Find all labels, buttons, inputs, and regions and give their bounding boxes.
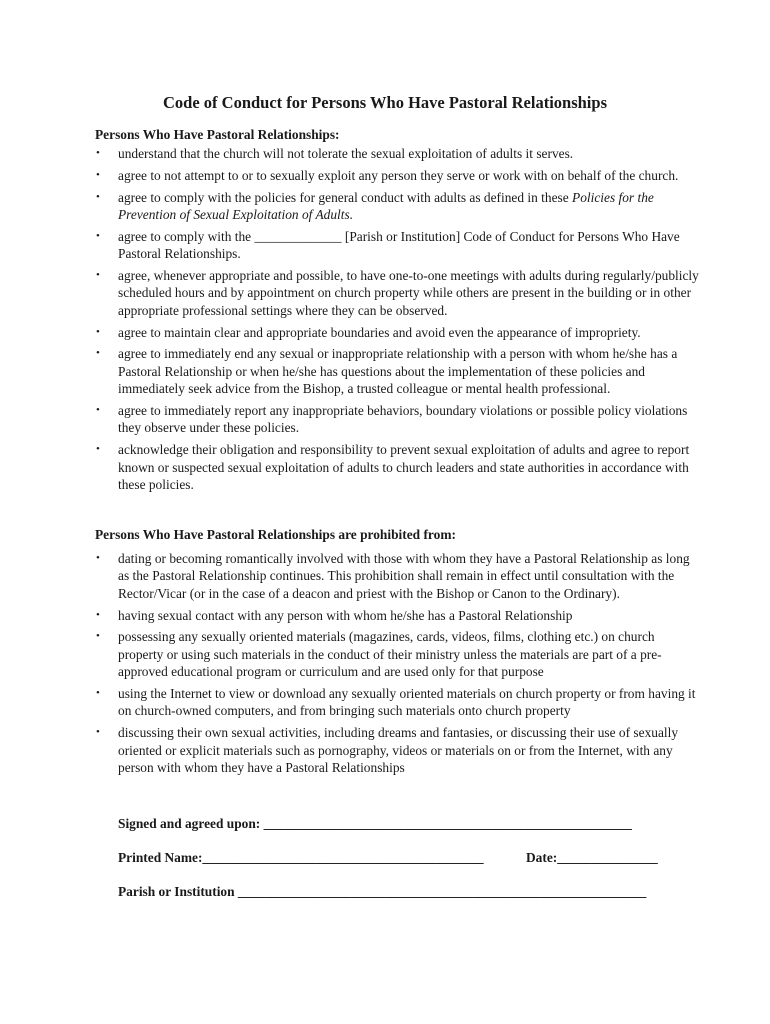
list-item (95, 628, 700, 680)
list-item-text: agree to immediately report any inappropriate behaviors, boundary violations or possible policy violations they observe under these policies. (118, 403, 688, 436)
bullet-icon: • (96, 404, 100, 417)
list-item-text: agree, whenever appropriate and possible, to have one-to-one meetings with adults during regularly/publicly scheduled hours and by appointment on church property while others are present in the building or in other appropriate professional settings where they can be observed. (118, 268, 699, 318)
bullet-icon: • (96, 269, 100, 281)
list-item-text: acknowledge their obligation and responsibility to prevent sexual exploitation of adults and agree to report known or suspected sexual exploitation of adults to church leaders and state authorities in accordance with these policies. (118, 442, 690, 493)
list-item-text: agree to immediately end any sexual or inappropriate relationship with a person with whom he/she has a Pastoral Relationship or when he/she has questions about the implementation of these policies and immediately seek advice from the Bishop, a trusted colleague or mental health professional. (118, 346, 678, 397)
list-item-text: using the Internet to view or download any sexually oriented materials on church property or from having it on church-owned computers, and from bringing such materials onto church property (118, 686, 696, 719)
list-item (95, 724, 700, 776)
list-item-text: agree to not attempt to or to sexually exploit any person they serve or work with on behalf of the church. (118, 167, 679, 183)
section-heading-obligations: Persons Who Have Pastoral Relationships: (95, 127, 340, 142)
bullet-icon: • (96, 229, 100, 242)
list-item-text: dating or becoming romantically involved with those with whom they have a Pastoral Relationship as long as the Pastoral Relationship continues. This prohibition shall remain in effect until consultation with the Rector/Vicar (or in the case of a deacon and priest with the Bishop or Canon to the Ordinary). (118, 551, 690, 601)
bullet-icon: • (96, 443, 100, 456)
prohibitions-list (95, 550, 700, 781)
list-item-text: agree to maintain clear and appropriate boundaries and avoid even the appearance of impropriety. (118, 324, 641, 340)
section-heading-prohibited: Persons Who Have Pastoral Relationships are prohibited from: (95, 527, 456, 542)
printed-name-line[interactable]: Printed Name:__________________________________________ (118, 850, 484, 865)
bullet-icon: • (96, 190, 100, 203)
list-item-text: understand that the church will not tolerate the sexual exploitation of adults it serves. (118, 146, 574, 161)
document-title: Code of Conduct for Persons Who Have Pastoral Relationships (163, 93, 607, 112)
list-item (95, 345, 700, 397)
bullet-icon: • (96, 168, 100, 181)
bullet-icon: • (96, 608, 100, 621)
list-item (95, 167, 700, 184)
bullet-icon: • (96, 687, 100, 700)
list-item (95, 441, 700, 493)
list-item-text: discussing their own sexual activities, including dreams and fantasies, or discussing their use of sexually oriented or explicit materials such as pornography, videos or materials on or from the Internet, with any person with whom they have a Pastoral Relationships (118, 725, 679, 776)
bullet-icon: • (96, 347, 100, 360)
list-item (95, 228, 700, 263)
list-item (95, 145, 700, 162)
bullet-icon: • (96, 630, 100, 643)
list-item (95, 685, 700, 720)
list-item (95, 607, 700, 624)
bullet-icon: • (96, 726, 100, 739)
obligations-list (95, 145, 700, 498)
list-item (95, 189, 700, 224)
list-item (95, 324, 700, 341)
parish-institution-line[interactable]: Parish or Institution _____________________________________________________________ (118, 884, 647, 899)
list-item-text: possessing any sexually oriented materials (magazines, cards, videos, films, clothing etc.) on church property or using such materials in the conduct of their ministry unless the materials are part of a pre-approved educational program or curriculum and are used only for that purpose (118, 629, 662, 680)
policy-title-italic: Policies for the Prevention of Sexual Exploitation of Adults. (118, 189, 654, 222)
bullet-icon: • (96, 552, 100, 564)
bullet-icon: • (96, 325, 100, 338)
date-line[interactable]: Date:_______________ (526, 850, 658, 865)
list-item (95, 550, 700, 602)
list-item (95, 267, 700, 319)
list-item-text: agree to comply with the policies for general conduct with adults as defined in these (118, 189, 573, 205)
bullet-icon: • (96, 147, 100, 159)
signed-agreed-line[interactable]: Signed and agreed upon: _______________________________________________________ (118, 816, 632, 831)
list-item-text: having sexual contact with any person with whom he/she has a Pastoral Relationship (118, 607, 573, 623)
list-item-text: agree to comply with the _____________ [Parish or Institution] Code of Conduct for Persons Who Have Pastoral Relationships. (118, 228, 680, 262)
list-item (95, 402, 700, 437)
